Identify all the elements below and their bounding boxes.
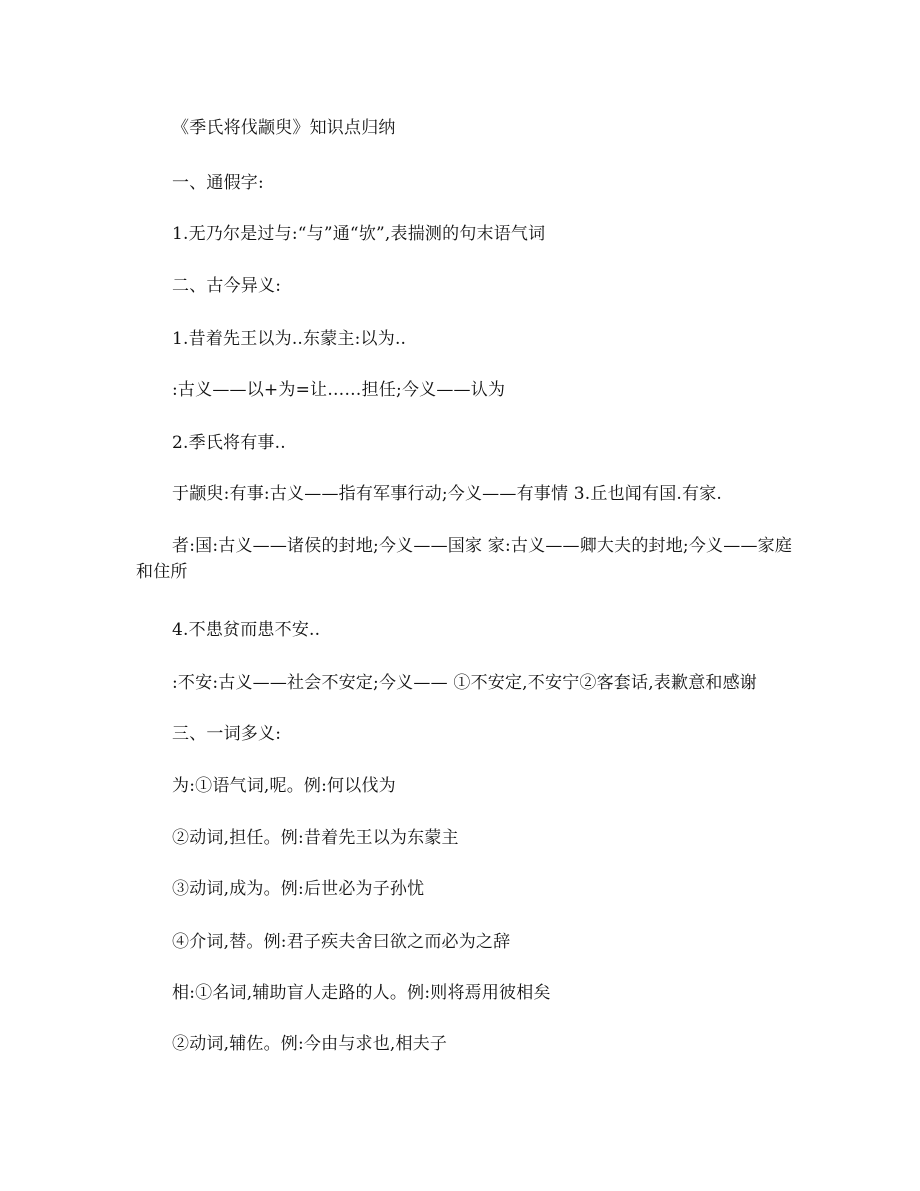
paragraph-line: 1.无乃尔是过与:“与”通“欤”,表揣测的句末语气词: [172, 224, 546, 244]
paragraph-wrapped: 者:国:古义——诸侯的封地;今义——国家 家:古义——卿大夫的封地;今义——家庭和住所: [136, 536, 793, 582]
paragraph-line: 2.季氏将有事..: [172, 433, 286, 453]
paragraph-line: ②动词,辅佐。例:今由与求也,相夫子: [172, 1034, 448, 1054]
document-title: 《季氏将伐颛臾》知识点归纳: [172, 118, 396, 138]
section-heading-gujinyiyi: 二、古今异义:: [172, 276, 282, 296]
paragraph-line: ③动词,成为。例:后世必为子孙忧: [172, 879, 425, 899]
paragraph-line: ④介词,替。例:君子疾夫舍曰欲之而必为之辞: [172, 932, 511, 952]
section-heading-yiciduoyi: 三、一词多义:: [172, 724, 282, 744]
paragraph-line: 1.昔着先王以为..东蒙主:以为..: [172, 329, 407, 349]
paragraph-line: 为:①语气词,呢。例:何以伐为: [172, 776, 396, 796]
paragraph-line: :古义——以+为=让……担任;今义——认为: [172, 380, 506, 400]
paragraph-line: 相:①名词,辅助盲人走路的人。例:则将焉用彼相矣: [172, 983, 551, 1003]
paragraph-line: 于颛臾:有事:古义——指有军事行动;今义——有事情 3.丘也闻有国.有家.: [172, 484, 723, 504]
paragraph-line: 4.不患贫而患不安..: [172, 620, 321, 640]
section-heading-tongjiazi: 一、通假字:: [172, 173, 264, 193]
paragraph-line: :不安:古义——社会不安定;今义—— ①不安定,不安宁②客套话,表歉意和感谢: [172, 673, 757, 693]
paragraph-line: ②动词,担任。例:昔着先王以为东蒙主: [172, 828, 459, 848]
